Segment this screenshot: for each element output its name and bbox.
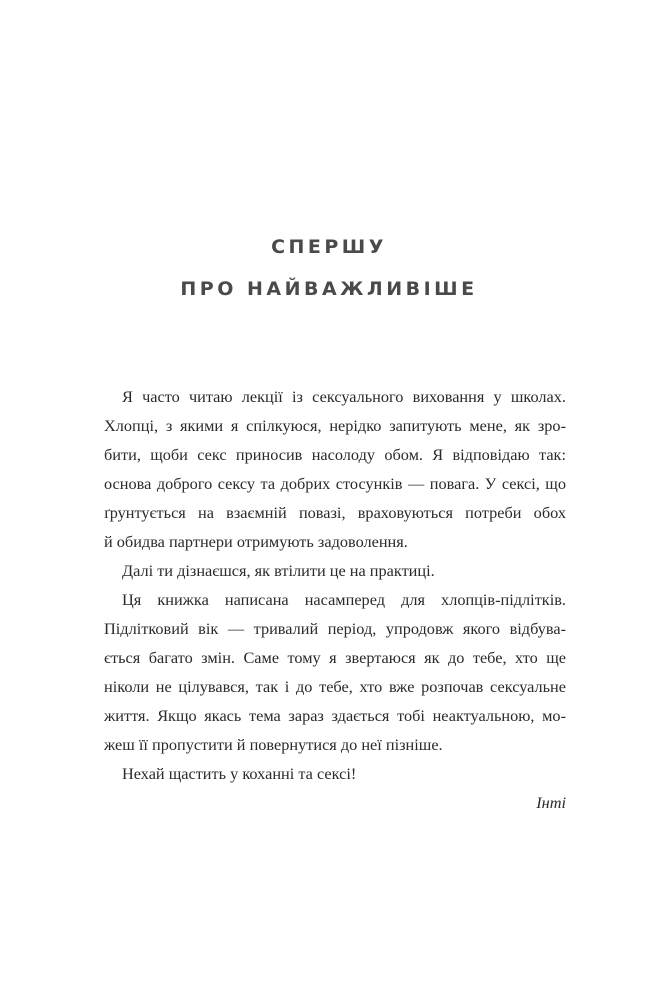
text-line: Далі ти дізнаєшся, як втілити це на практиці. xyxy=(122,561,435,580)
paragraph-3 xyxy=(86,585,566,759)
text-line: бити, щоби секс приносив насолоду обом. Я відповідаю так: xyxy=(104,445,566,464)
body-text xyxy=(86,382,566,817)
author-signature: Інті xyxy=(536,793,566,812)
text-line: ніколи не цілувався, так і до тебе, хто вже розпочав сексуальне xyxy=(104,677,566,696)
text-line: й обидва партнери отримують задоволення. xyxy=(104,532,408,551)
chapter-title-line-1: СПЕРШУ xyxy=(271,236,387,258)
text-line: Підлітковий вік — тривалий період, упродовж якого відбува- xyxy=(104,619,566,638)
text-line: Хлопці, з якими я спілкуюся, нерідко запитують мене, як зро- xyxy=(104,416,566,435)
text-line: ґрунтується на взаємній повазі, враховуються потреби обох xyxy=(104,503,566,522)
text-line: жеш її пропустити й повернутися до неї пізніше. xyxy=(104,735,443,754)
paragraph-4 xyxy=(86,759,566,788)
paragraph-2 xyxy=(86,556,566,585)
text-line: життя. Якщо якась тема зараз здається тобі неактуальною, мо- xyxy=(104,706,566,725)
chapter-title-line-2: ПРО НАЙВАЖЛИВІШЕ xyxy=(180,278,478,300)
text-line: основа доброго сексу та добрих стосунків — повага. У сексі, що xyxy=(104,474,566,493)
text-line: Ця книжка написана насамперед для хлопців-підлітків. xyxy=(122,590,566,609)
text-line: ється багато змін. Саме тому я звертаюся як до тебе, хто ще xyxy=(104,648,566,667)
paragraph-1 xyxy=(86,382,566,556)
text-line: Я часто читаю лекції із сексуального виховання у школах. xyxy=(122,387,566,406)
text-line: Нехай щастить у коханні та сексі! xyxy=(122,764,357,783)
chapter-title xyxy=(0,226,658,310)
